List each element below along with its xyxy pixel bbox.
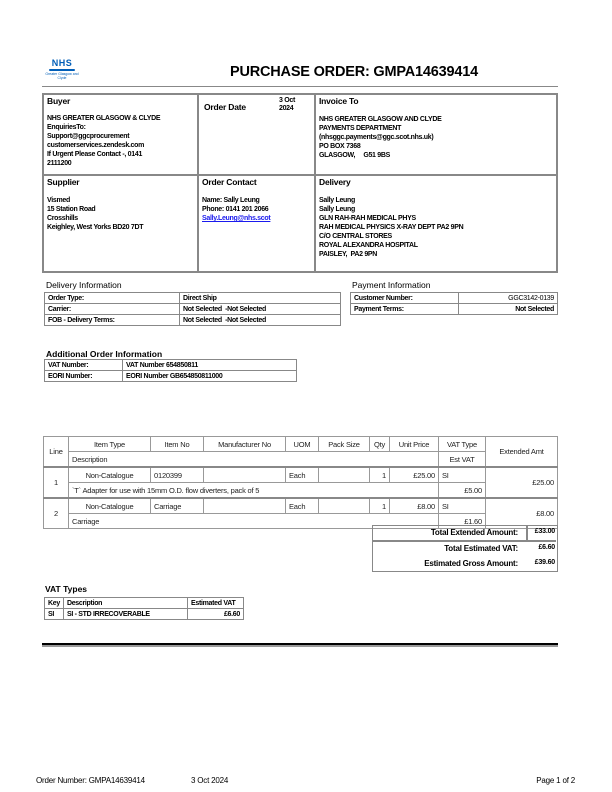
table-row bbox=[45, 304, 341, 315]
additional-info-value: EORI Number GB654850811000 bbox=[123, 371, 297, 382]
vat-types-heading: VAT Types bbox=[45, 584, 88, 594]
delivery-info-value: Not Selected -Not Selected bbox=[180, 315, 341, 326]
table-row bbox=[351, 293, 558, 304]
contact-name: Name: Sally Leung bbox=[202, 197, 260, 204]
supplier-section bbox=[44, 176, 197, 271]
vat-col-header-estimated: Estimated VAT bbox=[188, 598, 244, 609]
col-header-qty: Qty bbox=[370, 437, 390, 452]
totals-divider bbox=[526, 526, 528, 540]
buyer-line: 2111200 bbox=[47, 160, 72, 167]
logo-brand: NHS bbox=[51, 58, 73, 68]
item-pack-size bbox=[319, 498, 370, 514]
total-vat-value: £6.60 bbox=[538, 544, 555, 551]
line-items-table bbox=[43, 436, 558, 529]
supplier-heading: Supplier bbox=[47, 177, 80, 187]
delivery-line: GLN RAH-RAH MEDICAL PHYS bbox=[319, 215, 416, 222]
buyer-line: Support@ggcprocurement bbox=[47, 133, 130, 140]
buyer-section bbox=[44, 95, 197, 174]
invoice-to-heading: Invoice To bbox=[319, 96, 359, 106]
item-uom: Each bbox=[286, 467, 319, 483]
table-row bbox=[45, 609, 244, 620]
item-type: Non-Catalogue bbox=[69, 498, 151, 514]
totals-divider bbox=[373, 540, 556, 542]
footer-page-number: Page 1 of 2 bbox=[536, 776, 575, 785]
buyer-heading: Buyer bbox=[47, 96, 71, 106]
payment-info-label: Payment Terms: bbox=[351, 304, 459, 315]
delivery-info-value: Not Selected -Not Selected bbox=[180, 304, 341, 315]
col-header-unit-price: Unit Price bbox=[390, 437, 439, 452]
table-header-row bbox=[44, 437, 558, 452]
table-row bbox=[44, 467, 558, 483]
additional-info-heading: Additional Order Information bbox=[46, 349, 163, 359]
delivery-line: Sally Leung bbox=[319, 206, 355, 213]
order-contact-section bbox=[199, 176, 314, 271]
item-extended-amt: £8.00 bbox=[486, 498, 558, 529]
total-vat-label: Total Estimated VAT: bbox=[444, 544, 518, 553]
item-description: `T` Adapter for use with 15mm O.D. flow diverters, pack of 5 bbox=[69, 483, 439, 499]
table-header-row bbox=[44, 452, 558, 468]
vat-col-header-description: Description bbox=[63, 598, 187, 609]
footer-divider bbox=[42, 643, 558, 647]
table-row bbox=[44, 498, 558, 514]
buyer-line: customerservices.zendesk.com bbox=[47, 142, 145, 149]
additional-info-label: VAT Number: bbox=[45, 360, 123, 371]
col-header-item-type: Item Type bbox=[69, 437, 151, 452]
supplier-line: Keighley, West Yorks BD20 7DT bbox=[47, 224, 144, 231]
header-divider bbox=[42, 86, 558, 87]
table-row bbox=[45, 371, 297, 382]
order-date-value: 3 Oct bbox=[279, 97, 296, 104]
vat-key: SI bbox=[45, 609, 64, 620]
item-vat-type: SI bbox=[439, 467, 486, 483]
footer-date: 3 Oct 2024 bbox=[191, 776, 229, 785]
gross-amount-label: Estimated Gross Amount: bbox=[424, 559, 518, 568]
item-number: Carriage bbox=[151, 498, 204, 514]
item-line-number: 2 bbox=[44, 498, 69, 529]
buyer-line: If Urgent Please Contact -, 0141 bbox=[47, 151, 143, 158]
item-manufacturer-no bbox=[204, 467, 286, 483]
order-date-value: 2024 bbox=[279, 105, 294, 112]
vat-types-table bbox=[44, 597, 244, 620]
invoice-line: (nhsggc.payments@ggc.scot.nhs.uk) bbox=[319, 134, 434, 141]
contact-phone: Phone: 0141 201 2066 bbox=[202, 206, 269, 213]
vat-col-header-key: Key bbox=[45, 598, 64, 609]
item-unit-price: £25.00 bbox=[390, 467, 439, 483]
payment-info-value: GGC3142-0139 bbox=[459, 293, 558, 304]
delivery-section bbox=[316, 176, 556, 271]
total-extended-label: Total Extended Amount: bbox=[430, 528, 518, 537]
additional-info-value: VAT Number 654850811 bbox=[123, 360, 297, 371]
address-grid bbox=[42, 93, 558, 273]
delivery-line: ROYAL ALEXANDRA HOSPITAL bbox=[319, 242, 418, 249]
item-est-vat: £5.00 bbox=[439, 483, 486, 499]
delivery-line: Sally Leung bbox=[319, 197, 355, 204]
total-extended-value: £33.00 bbox=[534, 528, 555, 535]
supplier-line: 15 Station Road bbox=[47, 206, 96, 213]
table-row bbox=[45, 293, 341, 304]
order-date-heading: Order Date bbox=[204, 102, 246, 112]
item-type: Non-Catalogue bbox=[69, 467, 151, 483]
payment-info-heading: Payment Information bbox=[352, 280, 431, 290]
payment-info-value: Not Selected bbox=[459, 304, 558, 315]
col-header-vat-type: VAT Type bbox=[439, 437, 486, 452]
gross-amount-value: £39.60 bbox=[534, 559, 555, 566]
payment-info-table bbox=[350, 292, 558, 315]
table-row bbox=[44, 483, 558, 499]
invoice-line: PAYMENTS DEPARTMENT bbox=[319, 125, 402, 132]
invoice-line: NHS GREATER GLASGOW AND CLYDE bbox=[319, 116, 442, 123]
footer-order-number: Order Number: GMPA14639414 bbox=[36, 776, 145, 785]
item-est-vat: £1.60 bbox=[439, 514, 486, 529]
order-contact-heading: Order Contact bbox=[202, 177, 257, 187]
delivery-line: C/O CENTRAL STORES bbox=[319, 233, 392, 240]
col-header-item-no: Item No bbox=[151, 437, 204, 452]
delivery-line: RAH MEDICAL PHYSICS X-RAY DEPT PA2 9PN bbox=[319, 224, 464, 231]
item-qty: 1 bbox=[370, 498, 390, 514]
delivery-info-label: Order Type: bbox=[45, 293, 180, 304]
payment-info-label: Customer Number: bbox=[351, 293, 459, 304]
delivery-info-label: Carrier: bbox=[45, 304, 180, 315]
delivery-info-heading: Delivery Information bbox=[46, 280, 122, 290]
col-header-manufacturer-no: Manufacturer No bbox=[204, 437, 286, 452]
table-row bbox=[351, 304, 558, 315]
delivery-heading: Delivery bbox=[319, 177, 351, 187]
invoice-line: PO BOX 7368 bbox=[319, 143, 361, 150]
totals-box bbox=[372, 525, 558, 572]
supplier-line: Crosshills bbox=[47, 215, 78, 222]
delivery-line: PAISLEY, PA2 9PN bbox=[319, 251, 378, 258]
vat-estimated: £6.60 bbox=[188, 609, 244, 620]
supplier-line: Vismed bbox=[47, 197, 70, 204]
additional-info-label: EORI Number: bbox=[45, 371, 123, 382]
col-header-uom: UOM bbox=[286, 437, 319, 452]
buyer-line: EnquiriesTo: bbox=[47, 124, 86, 131]
delivery-info-table bbox=[44, 292, 341, 326]
col-header-extended-amt: Extended Amt bbox=[486, 437, 558, 468]
delivery-info-value: Direct Ship bbox=[180, 293, 341, 304]
col-header-description: Description bbox=[69, 452, 439, 468]
col-header-pack-size: Pack Size bbox=[319, 437, 370, 452]
item-qty: 1 bbox=[370, 467, 390, 483]
page-title: PURCHASE ORDER: GMPA14639414 bbox=[230, 64, 478, 80]
item-pack-size bbox=[319, 467, 370, 483]
logo-subtitle: Greater Glasgow and Clyde bbox=[45, 72, 79, 80]
vat-description: SI - STD IRRECOVERABLE bbox=[63, 609, 187, 620]
col-header-est-vat: Est VAT bbox=[439, 452, 486, 468]
order-date-section bbox=[199, 95, 314, 174]
nhs-logo bbox=[45, 58, 79, 86]
table-row bbox=[45, 360, 297, 371]
item-description: Carriage bbox=[69, 514, 439, 529]
additional-info-table bbox=[44, 359, 297, 382]
contact-email-link[interactable]: Sally.Leung@nhs.scot bbox=[202, 215, 271, 222]
table-header-row bbox=[45, 598, 244, 609]
col-header-line: Line bbox=[44, 437, 69, 468]
buyer-line: NHS GREATER GLASGOW & CLYDE bbox=[47, 115, 161, 122]
item-uom: Each bbox=[286, 498, 319, 514]
item-number: 0120399 bbox=[151, 467, 204, 483]
item-line-number: 1 bbox=[44, 467, 69, 498]
delivery-info-label: FOB - Delivery Terms: bbox=[45, 315, 180, 326]
item-extended-amt: £25.00 bbox=[486, 467, 558, 498]
item-manufacturer-no bbox=[204, 498, 286, 514]
logo-swoosh bbox=[49, 69, 75, 71]
table-row bbox=[45, 315, 341, 326]
invoice-line: GLASGOW, G51 9BS bbox=[319, 152, 391, 159]
item-unit-price: £8.00 bbox=[390, 498, 439, 514]
invoice-to-section bbox=[316, 95, 556, 174]
item-vat-type: SI bbox=[439, 498, 486, 514]
